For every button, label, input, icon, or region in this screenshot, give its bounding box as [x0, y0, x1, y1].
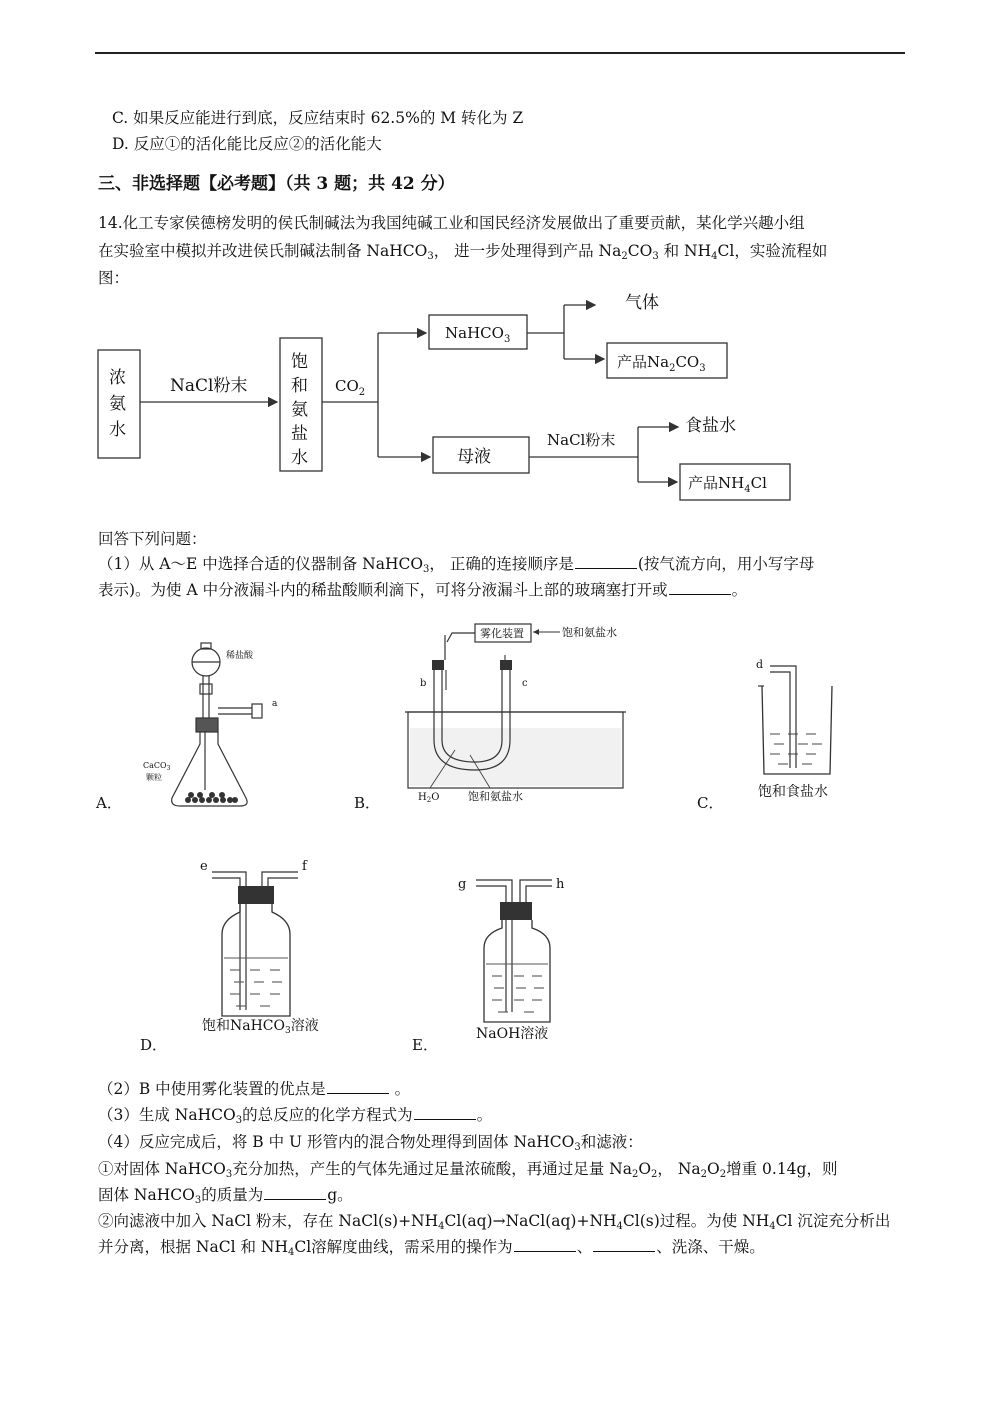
- q14-part4-1-line2: 固体 NaHCO$_3$的质量为 g。: [98, 1186, 353, 1206]
- section-title: 三、非选择题【必考题】（共 3 题；共 42 分）: [98, 174, 455, 194]
- q14-part4-1-line1: ①对固体 NaHCO$_3$充分加热，产生的气体先通过足量浓硫酸，再通过足量 $Na_2O_2$， $Na_2O_2$增重 0.14g，则: [98, 1160, 838, 1180]
- flow-gas: 气体: [625, 293, 659, 313]
- q14-part4-2-line1: ②向滤液中加入 NaCl 粉末，存在 $NaCl(s)+NH_4Cl(aq)\to NaCl(aq)+NH_4Cl(s)$过程。为使 $NH_4Cl$ 沉淀充分析出: [98, 1212, 891, 1232]
- ammonia-char-2: 氨: [109, 394, 126, 414]
- label-port-h: h: [556, 877, 565, 892]
- label-port-f: f: [302, 859, 307, 874]
- flow-salt-water: 食盐水: [685, 416, 736, 436]
- flow-nacl-powder: NaCl粉末: [170, 376, 248, 396]
- caption-e: E．: [412, 1036, 438, 1054]
- apparatus-a: [140, 640, 290, 810]
- process-flowchart: [95, 285, 815, 515]
- label-port-b: b: [420, 678, 427, 689]
- label-feed: 饱和氨盐水: [562, 626, 617, 639]
- ammonia-char-1: 浓: [109, 368, 126, 388]
- caption-c: C．: [697, 794, 724, 812]
- answer-blank[interactable]: [327, 1079, 389, 1094]
- label-atomizer: 雾化装置: [480, 627, 524, 640]
- q14-part2: （2）B 中使用雾化装置的优点是 。: [98, 1080, 411, 1098]
- brine-char-5: 水: [291, 448, 308, 468]
- label-port-g: g: [458, 877, 467, 892]
- answer-blank[interactable]: [669, 580, 731, 595]
- brine-char-2: 和: [291, 376, 308, 396]
- flow-mother-liquor: 母液: [457, 447, 491, 467]
- apparatus-c: [750, 650, 850, 800]
- answer-blank[interactable]: [593, 1237, 655, 1252]
- answer-blank[interactable]: [514, 1237, 576, 1252]
- answer-prompt: 回答下列问题：: [98, 530, 207, 548]
- apparatus-d: [190, 850, 350, 1035]
- flow-nacl-powder-2: NaCl粉末: [547, 431, 616, 449]
- label-brine-b: 饱和氨盐水: [468, 790, 523, 803]
- answer-blank[interactable]: [575, 554, 637, 569]
- apparatus-b: [400, 620, 640, 805]
- flow-co2: $CO_2$: [335, 377, 366, 398]
- label-water: $H_2O$: [418, 792, 440, 804]
- label-dilute-acid: 稀盐酸: [226, 651, 254, 661]
- q14-intro-line2: 在实验室中模拟并改进侯氏制碱法制备 NaHCO$_3$， 进一步处理得到产品 $Na_2CO_3$ 和 $NH_4Cl$，实验流程如: [98, 242, 828, 262]
- answer-blank[interactable]: [414, 1105, 476, 1120]
- header-rule: [95, 52, 905, 54]
- label-port-e: e: [200, 859, 208, 874]
- option-d: D. 反应①的活化能比反应②的活化能大: [112, 135, 382, 153]
- apparatus-e: [450, 868, 590, 1048]
- label-port-d: d: [756, 658, 764, 671]
- q14-part1-line1: （1）从 A～E 中选择合适的仪器制备 NaHCO$_3$， 正确的连接顺序是 (按气流方向，用小写字母: [98, 555, 815, 575]
- label-naoh-solution: NaOH溶液: [476, 1026, 549, 1042]
- flow-nahco3: NaHCO$_3$: [445, 324, 511, 345]
- flow-product-nh4cl: 产品$NH_4Cl$: [688, 474, 767, 495]
- q14-part4: （4）反应完成后，将 B 中 U 形管内的混合物处理得到固体 NaHCO$_3$和滤液：: [98, 1133, 643, 1153]
- brine-char-3: 氨: [291, 400, 308, 420]
- ammonia-char-3: 水: [109, 420, 126, 440]
- caption-a: A．: [96, 794, 122, 812]
- brine-char-1: 饱: [291, 352, 308, 372]
- brine-char-4: 盐: [291, 424, 308, 444]
- flow-product-na2co3: 产品$Na_2CO_3$: [617, 353, 706, 374]
- q14-part3: （3）生成 NaHCO$_3$的总反应的化学方程式为 。: [98, 1106, 493, 1126]
- caption-b: B．: [354, 794, 381, 812]
- label-nahco3-solution: 饱和NaHCO$_3$溶液: [202, 1018, 319, 1035]
- answer-blank[interactable]: [264, 1185, 326, 1200]
- label-granules: 颗粒: [146, 773, 162, 782]
- caption-d: D．: [140, 1036, 168, 1054]
- label-port-c: c: [522, 678, 528, 689]
- label-port-a: a: [272, 699, 278, 709]
- label-caco3: CaCO$_3$: [143, 761, 171, 772]
- option-c: C. 如果反应能进行到底，反应结束时 62.5%的 M 转化为 Z: [112, 109, 524, 127]
- q14-intro-line1: 14.化工专家侯德榜发明的侯氏制碱法为我国纯碱工业和国民经济发展做出了重要贡献，某化学兴趣小组: [98, 214, 805, 232]
- label-salt-water: 饱和食盐水: [758, 784, 828, 800]
- q14-part1-line2: 表示)。为使 A 中分液漏斗内的稀盐酸顺利滴下，可将分液漏斗上部的玻璃塞打开或 。: [98, 581, 748, 599]
- q14-part4-2-line2: 并分离，根据 NaCl 和 $NH_4Cl$溶解度曲线，需采用的操作为 、 、洗涤、干燥。: [98, 1238, 765, 1258]
- q14-intro-line3: 图：: [98, 269, 130, 287]
